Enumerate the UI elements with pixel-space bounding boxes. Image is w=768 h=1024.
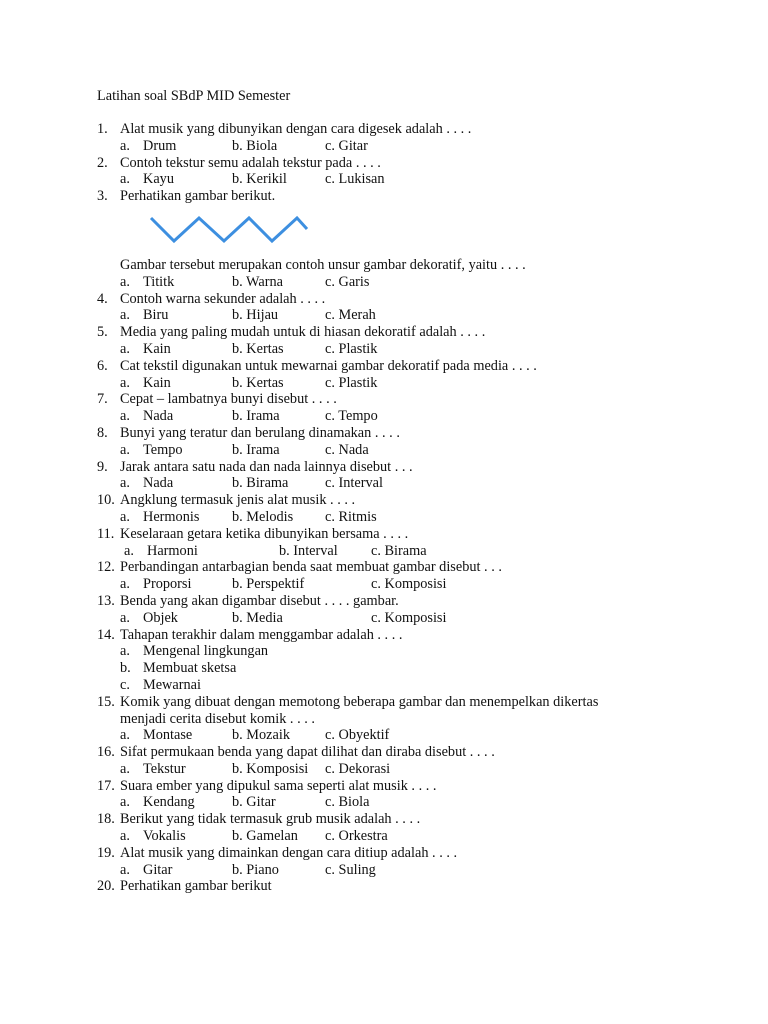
option-c: c. Obyektif — [325, 727, 390, 744]
zigzag-line-icon — [149, 215, 309, 245]
question-item — [97, 526, 697, 560]
question-item — [97, 459, 697, 493]
question-line — [97, 878, 697, 895]
option-c: c. Garis — [325, 273, 370, 290]
question-number: 2. — [97, 154, 108, 171]
question-item — [97, 593, 697, 627]
question-item — [97, 744, 697, 778]
answer-options — [97, 442, 697, 459]
option-b: b. Piano — [232, 861, 279, 878]
option-c: c. Gitar — [325, 137, 368, 154]
question-line — [97, 627, 697, 644]
question-line — [97, 324, 697, 341]
question-item — [97, 878, 697, 895]
option-item — [97, 643, 697, 660]
question-line — [97, 425, 697, 442]
option-c: c. Komposisi — [371, 576, 447, 593]
answer-options — [97, 408, 697, 425]
question-item — [97, 324, 697, 358]
question-number: 14. — [97, 626, 115, 643]
answer-options — [97, 341, 697, 358]
option-a-letter: a. — [120, 137, 130, 154]
option-c: c. Tempo — [325, 408, 378, 425]
question-text: Perhatikan gambar berikut. — [120, 188, 276, 205]
question-list — [97, 121, 697, 895]
question-item — [97, 492, 697, 526]
answer-options — [97, 543, 697, 560]
question-item — [97, 391, 697, 425]
option-a: Kayu — [143, 171, 174, 188]
question-number: 6. — [97, 357, 108, 374]
question-text: Alat musik yang dimainkan dengan cara ditiup adalah . . . . — [120, 844, 458, 861]
answer-options — [97, 274, 697, 291]
question-line — [97, 492, 697, 509]
question-text: Alat musik yang dibunyikan dengan cara digesek adalah . . . . — [120, 121, 472, 137]
option-c: c. Plastik — [325, 374, 378, 391]
option-letter: b. — [120, 660, 131, 677]
option-a: Kendang — [143, 794, 195, 811]
question-item — [97, 778, 697, 812]
question-number: 9. — [97, 458, 108, 475]
question-line — [97, 526, 697, 543]
answer-options — [97, 307, 697, 324]
option-a: Kain — [143, 374, 171, 391]
question-text: Angklung termasuk jenis alat musik . . . . — [120, 492, 356, 509]
question-line — [97, 778, 697, 795]
option-a: Gitar — [143, 861, 173, 878]
question-item — [97, 694, 697, 744]
option-c: c. Birama — [371, 542, 427, 559]
question-text: Contoh warna sekunder adalah . . . . — [120, 290, 326, 307]
option-a-letter: a. — [120, 273, 130, 290]
option-a-letter: a. — [120, 508, 130, 525]
option-item — [97, 660, 697, 677]
option-a: Tititk — [143, 273, 175, 290]
question-number: 5. — [97, 324, 108, 341]
question-text: Perhatikan gambar berikut — [120, 878, 272, 895]
option-a-letter: a. — [120, 576, 130, 593]
question-line — [97, 694, 697, 711]
answer-options — [97, 761, 697, 778]
question-line — [97, 744, 697, 761]
question-line — [97, 811, 697, 828]
question-line — [97, 559, 697, 576]
option-a: Tempo — [143, 441, 183, 458]
option-letter: a. — [120, 643, 130, 660]
option-a: Tekstur — [143, 760, 186, 777]
option-item — [97, 677, 697, 694]
question-text: Jarak antara satu nada dan nada lainnya disebut . . . — [120, 458, 413, 475]
option-b: b. Hijau — [232, 307, 279, 324]
option-c: c. Interval — [325, 475, 383, 492]
answer-options-vertical — [97, 643, 697, 693]
question-text: Suara ember yang dipukul sama seperti alat musik . . . . — [120, 777, 437, 794]
question-number: 10. — [97, 492, 115, 509]
question-figure — [97, 205, 697, 257]
option-a-letter: a. — [120, 828, 130, 845]
question-number: 13. — [97, 592, 115, 609]
question-item — [97, 559, 697, 593]
option-b: b. Media — [232, 609, 283, 626]
option-a: Hermonis — [143, 508, 200, 525]
question-item — [97, 358, 697, 392]
option-a: Harmoni — [147, 542, 198, 559]
option-a-letter: a. — [124, 542, 134, 559]
option-a: Objek — [143, 609, 178, 626]
option-text: Mengenal lingkungan — [143, 643, 269, 660]
answer-options — [97, 794, 697, 811]
option-b: b. Gitar — [232, 794, 276, 811]
option-b: b. Perspektif — [232, 576, 305, 593]
option-a-letter: a. — [120, 374, 130, 391]
question-number: 1. — [97, 121, 108, 137]
option-a-letter: a. — [120, 441, 130, 458]
option-text: Mewarnai — [143, 676, 201, 693]
option-b: b. Komposisi — [232, 760, 309, 777]
question-text: Contoh tekstur semu adalah tekstur pada . . . . — [120, 154, 381, 171]
question-item — [97, 121, 697, 155]
question-text: Cat tekstil digunakan untuk mewarnai gambar dekoratif pada media . . . . — [120, 357, 537, 374]
option-b: b. Interval — [279, 542, 338, 559]
option-a-letter: a. — [120, 307, 130, 324]
question-item — [97, 627, 697, 694]
option-a-letter: a. — [120, 861, 130, 878]
answer-options — [97, 727, 697, 744]
question-item — [97, 811, 697, 845]
question-number: 15. — [97, 693, 115, 710]
question-line — [97, 188, 697, 205]
answer-options — [97, 171, 697, 188]
page-title: Latihan soal SBdP MID Semester — [97, 88, 291, 104]
question-number: 4. — [97, 290, 108, 307]
question-text: Komik yang dibuat dengan memotong beberapa gambar dan menempelkan dikertas — [120, 693, 599, 710]
option-a-letter: a. — [120, 408, 130, 425]
question-item — [97, 155, 697, 189]
option-c: c. Dekorasi — [325, 760, 391, 777]
question-number: 7. — [97, 391, 108, 408]
question-followup-text: Gambar tersebut merupakan contoh unsur gambar dekoratif, yaitu . . . . — [120, 256, 526, 273]
option-a: Vokalis — [143, 828, 186, 845]
question-line — [97, 291, 697, 308]
question-item — [97, 291, 697, 325]
option-a: Kain — [143, 340, 171, 357]
option-a-letter: a. — [120, 727, 130, 744]
option-b: b. Kerikil — [232, 171, 287, 188]
option-b: b. Gamelan — [232, 828, 298, 845]
option-b: b. Mozaik — [232, 727, 290, 744]
question-number: 11. — [97, 525, 115, 542]
option-a: Drum — [143, 137, 177, 154]
option-a: Nada — [143, 475, 174, 492]
option-b: b. Irama — [232, 408, 280, 425]
option-b: b. Melodis — [232, 508, 294, 525]
question-text-continued: menjadi cerita disebut komik . . . . — [120, 710, 315, 727]
question-text: Media yang paling mudah untuk di hiasan dekoratif adalah . . . . — [120, 324, 486, 341]
option-b: b. Biola — [232, 137, 278, 154]
option-a: Nada — [143, 408, 174, 425]
option-b: b. Birama — [232, 475, 289, 492]
question-number: 17. — [97, 777, 115, 794]
question-line — [97, 593, 697, 610]
option-a: Proporsi — [143, 576, 192, 593]
answer-options — [97, 509, 697, 526]
question-text: Keselaraan getara ketika dibunyikan bersama . . . . — [120, 525, 409, 542]
option-c: c. Biola — [325, 794, 370, 811]
option-c: c. Komposisi — [371, 609, 447, 626]
question-item — [97, 845, 697, 879]
question-item — [97, 425, 697, 459]
question-text: Sifat permukaan benda yang dapat dilihat dan diraba disebut . . . . — [120, 744, 495, 761]
question-number: 12. — [97, 559, 115, 576]
option-a-letter: a. — [120, 475, 130, 492]
question-line — [97, 155, 697, 172]
question-line — [97, 391, 697, 408]
question-text: Bunyi yang teratur dan berulang dinamakan . . . . — [120, 424, 400, 441]
option-a-letter: a. — [120, 171, 130, 188]
option-a-letter: a. — [120, 760, 130, 777]
option-b: b. Irama — [232, 441, 280, 458]
question-text: Berikut yang tidak termasuk grub musik adalah . . . . — [120, 811, 421, 828]
option-c: c. Orkestra — [325, 828, 388, 845]
option-a-letter: a. — [120, 794, 130, 811]
question-text: Perbandingan antarbagian benda saat membuat gambar disebut . . . — [120, 559, 502, 576]
question-number: 8. — [97, 424, 108, 441]
option-a: Montase — [143, 727, 193, 744]
question-text: Benda yang akan digambar disebut . . . . gambar. — [120, 592, 399, 609]
answer-options — [97, 610, 697, 627]
answer-options — [97, 862, 697, 879]
question-line — [97, 845, 697, 862]
option-c: c. Suling — [325, 861, 376, 878]
question-number: 20. — [97, 878, 115, 895]
option-a-letter: a. — [120, 609, 130, 626]
option-b: b. Kertas — [232, 340, 284, 357]
question-text: Cepat – lambatnya bunyi disebut . . . . — [120, 391, 337, 408]
option-a-letter: a. — [120, 340, 130, 357]
question-number: 3. — [97, 188, 108, 205]
option-b: b. Kertas — [232, 374, 284, 391]
option-c: c. Plastik — [325, 340, 378, 357]
question-line — [97, 459, 697, 476]
answer-options — [97, 828, 697, 845]
option-letter: c. — [120, 676, 130, 693]
answer-options — [97, 138, 697, 155]
question-line — [97, 121, 697, 138]
option-b: b. Warna — [232, 273, 283, 290]
option-c: c. Nada — [325, 441, 369, 458]
question-number: 19. — [97, 844, 115, 861]
question-text: Tahapan terakhir dalam menggambar adalah . . . . — [120, 626, 403, 643]
option-text: Membuat sketsa — [143, 660, 237, 677]
option-c: c. Lukisan — [325, 171, 385, 188]
question-number: 18. — [97, 811, 115, 828]
option-a: Biru — [143, 307, 169, 324]
answer-options — [97, 375, 697, 392]
question-number: 16. — [97, 744, 115, 761]
option-c: c. Ritmis — [325, 508, 377, 525]
question-line — [97, 358, 697, 375]
question-item — [97, 188, 697, 290]
option-c: c. Merah — [325, 307, 376, 324]
answer-options — [97, 475, 697, 492]
answer-options — [97, 576, 697, 593]
